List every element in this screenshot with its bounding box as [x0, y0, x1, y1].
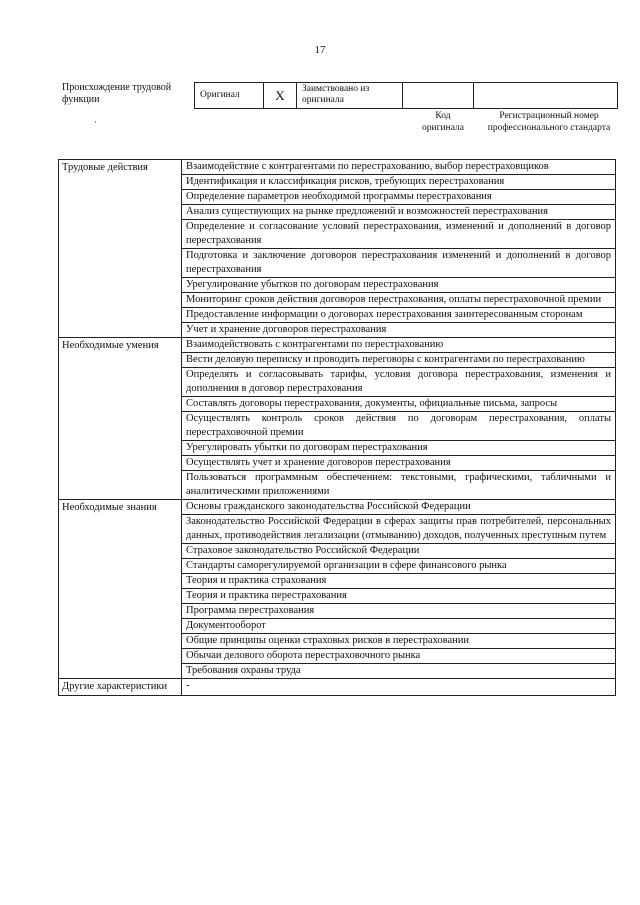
competency-table-body — [59, 160, 616, 696]
section-item: Обычаи делового оборота перестраховочного рынка — [182, 649, 616, 664]
original-mark: X — [264, 83, 297, 109]
section-item: Определять и согласовывать тарифы, условия договора перестрахования, изменения и дополнения в договор перестрахования — [182, 368, 616, 397]
origin-label: Происхождение трудовой функции — [62, 82, 172, 105]
section-item: Документооборот — [182, 619, 616, 634]
section-label: Необходимые знания — [59, 500, 182, 679]
table-row — [59, 500, 616, 515]
original-cell: Оригинал — [195, 83, 264, 109]
section-item: Вести деловую переписку и проводить переговоры с контрагентами по перестрахованию — [182, 353, 616, 368]
table-row — [59, 679, 616, 696]
table-row — [59, 338, 616, 353]
stray-mark: · — [94, 117, 97, 127]
section-item: Взаимодействовать с контрагентами по перестрахованию — [182, 338, 616, 353]
section-item: Теория и практика перестрахования — [182, 589, 616, 604]
section-item: Учет и хранение договоров перестрахования — [182, 323, 616, 338]
section-item: Осуществлять учет и хранение договоров перестрахования — [182, 456, 616, 471]
section-item: Страховое законодательство Российской Федерации — [182, 544, 616, 559]
origin-table — [194, 82, 618, 109]
code-value-cell — [403, 83, 474, 109]
section-item: Программа перестрахования — [182, 604, 616, 619]
section-item: Составлять договоры перестрахования, документы, официальные письма, запросы — [182, 397, 616, 412]
section-item: Требования охраны труда — [182, 664, 616, 679]
section-label: Необходимые умения — [59, 338, 182, 500]
section-item: Основы гражданского законодательства Российской Федерации — [182, 500, 616, 515]
section-item: Предоставление информации о договорах перестрахования заинтересованным сторонам — [182, 308, 616, 323]
section-item: Осуществлять контроль сроков действия по договорам перестрахования, оплаты перестраховочной премии — [182, 412, 616, 441]
section-item: Взаимодействие с контрагентами по перестрахованию, выбор перестраховщиков — [182, 160, 616, 175]
section-item: Пользоваться программным обеспечением: текстовыми, графическими, табличными и аналитическими приложениями — [182, 471, 616, 500]
section-item: Общие принципы оценки страховых рисков в перестраховании — [182, 634, 616, 649]
section-item: Стандарты саморегулируемой организации в сфере финансового рынка — [182, 559, 616, 574]
section-item: - — [182, 679, 616, 696]
section-item: Урегулировать убытки по договорам перестрахования — [182, 441, 616, 456]
section-item: Мониторинг сроков действия договоров перестрахования, оплаты перестраховочной премии — [182, 293, 616, 308]
section-item: Анализ существующих на рынке предложений и возможностей перестрахования — [182, 205, 616, 220]
borrowed-cell: Заимствовано из оригинала — [297, 83, 403, 109]
section-item: Подготовка и заключение договоров перестрахования изменений и дополнений в договор перестрахования — [182, 249, 616, 278]
section-item: Урегулирование убытков по договорам перестрахования — [182, 278, 616, 293]
section-item: Теория и практика страхования — [182, 574, 616, 589]
section-item: Определение и согласование условий перестрахования, изменений и дополнений в договор перестрахования — [182, 220, 616, 249]
reg-number-caption: Регистрационный номер профессионального стандарта — [487, 111, 611, 133]
code-caption: Код оригинала — [422, 111, 464, 133]
table-row — [59, 160, 616, 175]
section-item: Идентификация и классификация рисков, требующих перестрахования — [182, 175, 616, 190]
reg-number-value-cell — [474, 83, 618, 109]
competency-table — [58, 159, 616, 696]
section-item: Определение параметров необходимой программы перестрахования — [182, 190, 616, 205]
section-item: Законодательство Российской Федерации в сферах защиты прав потребителей, персональных данных, противодействия легализации (отмыванию) доходов, полученных преступным путем — [182, 515, 616, 544]
page-number: 17 — [314, 44, 326, 56]
section-label: Трудовые действия — [59, 160, 182, 338]
section-label: Другие характеристики — [59, 679, 182, 696]
